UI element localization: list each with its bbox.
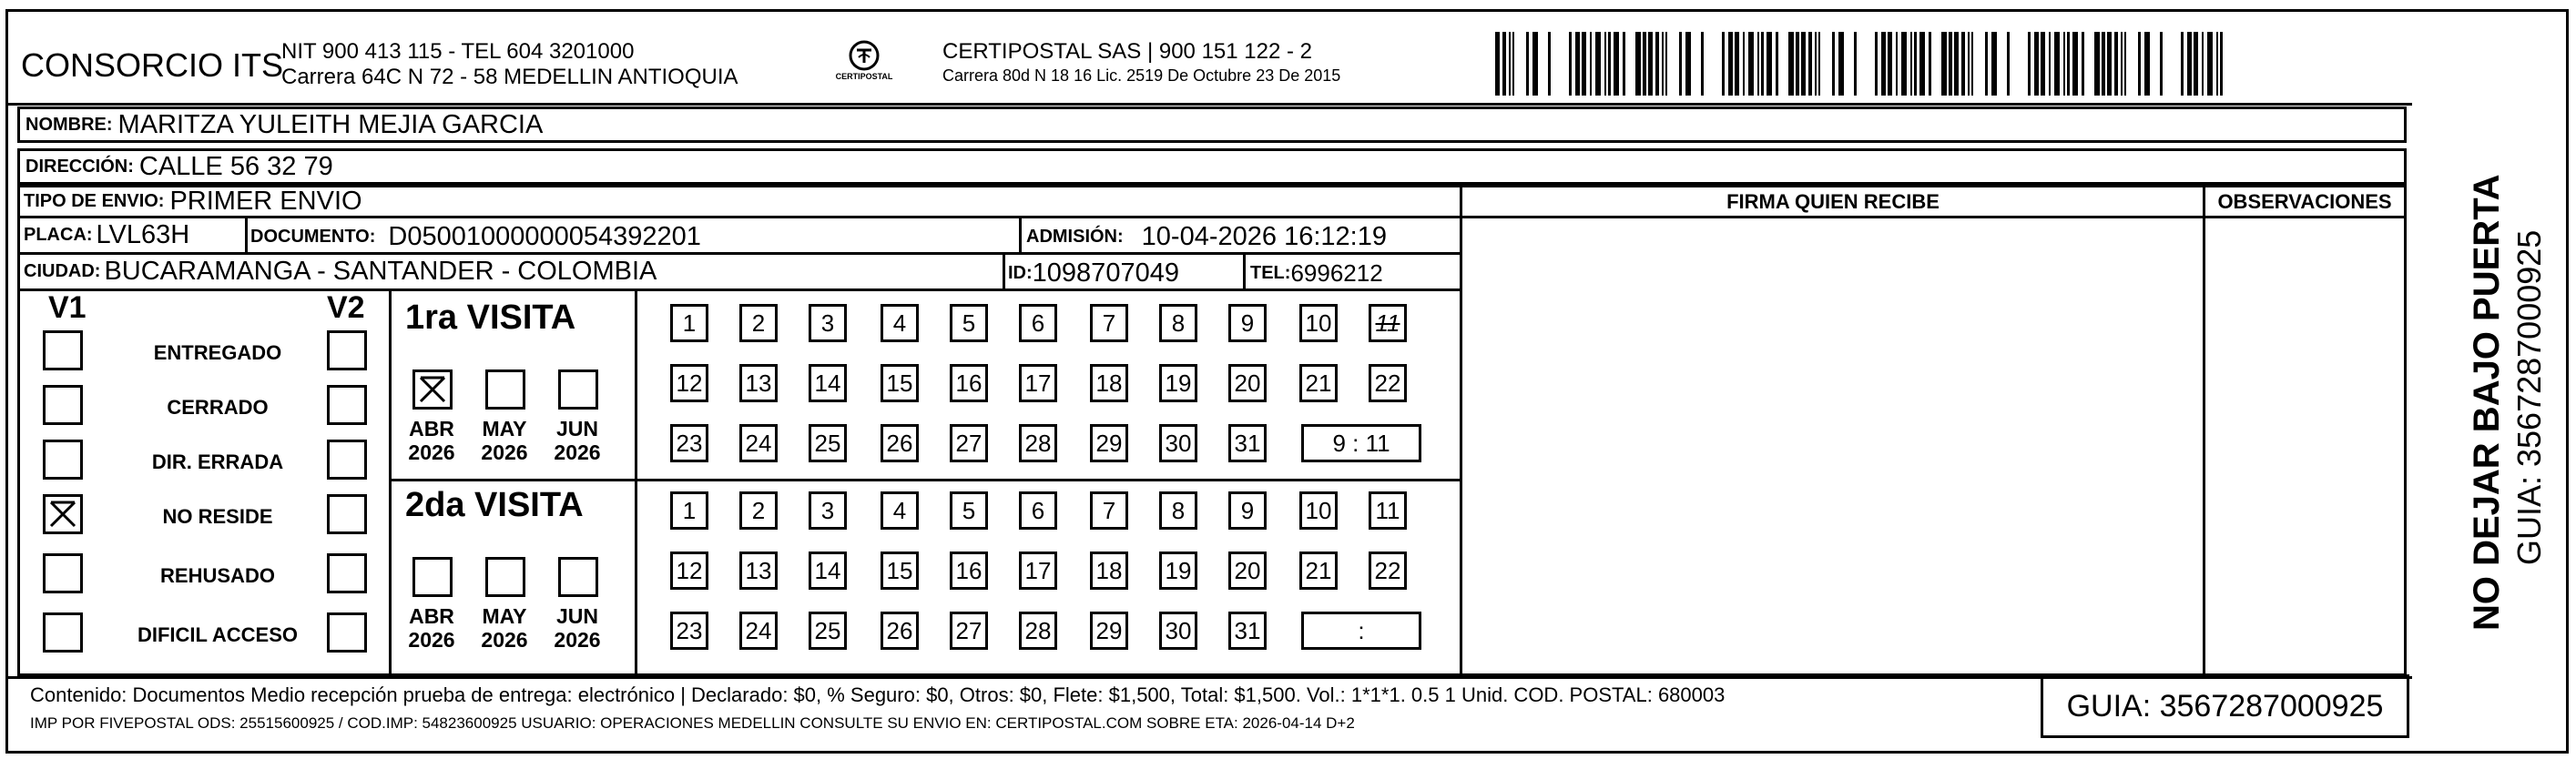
day-box[interactable]: 31: [1228, 424, 1267, 462]
status-label: DIR. ERRADA: [151, 450, 284, 473]
placa-value: LVL63H: [96, 220, 190, 249]
v1-checkbox[interactable]: [43, 494, 83, 534]
day-box[interactable]: 4: [881, 491, 919, 530]
admision-label: ADMISIÓN:: [1026, 226, 1124, 247]
tel-divider: [1243, 255, 1246, 291]
id-value: 1098707049: [1032, 258, 1179, 288]
ciudad-label: CIUDAD:: [24, 261, 101, 281]
day-box[interactable]: 14: [809, 552, 847, 590]
visit-time-box[interactable]: :: [1301, 612, 1421, 650]
nit-line: NIT 900 413 115 - TEL 604 3201000: [281, 39, 635, 64]
v2-checkbox[interactable]: [327, 553, 367, 593]
tipo-envio-value: PRIMER ENVIO: [169, 187, 362, 216]
day-box[interactable]: 24: [739, 424, 778, 462]
firma-area[interactable]: [1465, 221, 2199, 674]
v1-checkbox[interactable]: [43, 553, 83, 593]
observaciones-area[interactable]: [2208, 221, 2403, 674]
visit-time-box[interactable]: 9 : 11: [1301, 424, 1421, 462]
id-divider: [1003, 255, 1005, 291]
month-name: MAY: [482, 417, 527, 440]
day-box[interactable]: 8: [1159, 304, 1197, 342]
no-dejar-bajo-puerta: NO DEJAR BAJO PUERTA: [2467, 174, 2507, 631]
day-box[interactable]: 18: [1090, 552, 1128, 590]
v1-label: V1: [48, 290, 87, 325]
documento-cell: [250, 218, 1015, 255]
month-checkbox[interactable]: [485, 557, 525, 597]
day-box[interactable]: 29: [1090, 424, 1128, 462]
day-box[interactable]: 13: [739, 552, 778, 590]
day-box[interactable]: 21: [1299, 364, 1338, 402]
day-box[interactable]: 1: [670, 304, 708, 342]
day-box[interactable]: 16: [950, 364, 988, 402]
month-name: JUN: [555, 604, 598, 628]
footer-imp-line: IMP POR FIVEPOSTAL ODS: 25515600925 / COD.IMP: 54823600925 USUARIO: OPERACIONES MEDELLIN CONSULTE SU ENVIO EN: CERTIPOSTAL.COM SOBRE ETA: 2026-04-14 D+2: [30, 714, 1355, 732]
ciudad-value: BUCARAMANGA - SANTANDER - COLOMBIA: [104, 257, 657, 286]
month-checkbox[interactable]: [558, 369, 598, 410]
side-text: [2419, 12, 2547, 756]
day-box[interactable]: 27: [950, 424, 988, 462]
day-box[interactable]: 23: [670, 424, 708, 462]
status-label: DIFICIL ACCESO: [137, 623, 298, 646]
day-box[interactable]: 30: [1159, 424, 1197, 462]
barcode: [1495, 32, 2231, 96]
v1-checkbox[interactable]: [43, 612, 83, 653]
v1-checkbox[interactable]: [43, 330, 83, 370]
delivery-guide: [5, 9, 2569, 754]
id-label: ID:: [1008, 262, 1033, 283]
observaciones-header: [2205, 187, 2404, 218]
observaciones-label: OBSERVACIONES: [2217, 189, 2392, 213]
id-cell: [1008, 255, 1245, 291]
day-box[interactable]: 21: [1299, 552, 1338, 590]
day-box[interactable]: 6: [1019, 491, 1057, 530]
day-box[interactable]: 1: [670, 491, 708, 530]
day-box[interactable]: 9: [1228, 304, 1267, 342]
status-label: NO RESIDE: [162, 505, 273, 528]
day-box[interactable]: 22: [1369, 364, 1407, 402]
v2-checkbox[interactable]: [327, 612, 367, 653]
day-box[interactable]: 19: [1159, 364, 1197, 402]
logo-text: CERTIPOSTAL: [835, 72, 893, 81]
license-line: Carrera 80d N 18 16 Lic. 2519 De Octubre 23 De 2015: [942, 66, 1341, 85]
certipostal-logo: [826, 35, 902, 90]
footer-guia: GUIA: 3567287000925: [2066, 688, 2384, 724]
v2-checkbox[interactable]: [327, 494, 367, 534]
visit-title: 1ra VISITA: [405, 299, 576, 337]
status-label: REHUSADO: [160, 564, 275, 587]
certipostal-logo-icon: [826, 35, 902, 90]
x-mark-icon: [415, 372, 450, 407]
visit-title: 2da VISITA: [405, 486, 584, 524]
day-box[interactable]: 30: [1159, 612, 1197, 650]
month-year: 2026: [408, 440, 455, 464]
day-box[interactable]: 15: [881, 552, 919, 590]
day-box[interactable]: 28: [1019, 612, 1057, 650]
month-name: JUN: [555, 417, 598, 440]
tipo-envio-row: [20, 187, 1462, 218]
day-box[interactable]: 23: [670, 612, 708, 650]
documento-label: DOCUMENTO:: [250, 226, 376, 247]
day-box[interactable]: 7: [1090, 491, 1128, 530]
admision-value: 10-04-2026 16:12:19: [1141, 221, 1387, 251]
x-mark-icon: [46, 497, 80, 531]
footer-guia-box: [2041, 674, 2409, 738]
day-box[interactable]: 10: [1299, 304, 1338, 342]
day-box[interactable]: 9: [1228, 491, 1267, 530]
status-label: ENTREGADO: [153, 341, 282, 364]
documento-value: D05001000000054392201: [388, 221, 701, 251]
day-box[interactable]: 6: [1019, 304, 1057, 342]
day-box[interactable]: 18: [1090, 364, 1128, 402]
v1-checkbox[interactable]: [43, 440, 83, 480]
placa-divider: [245, 218, 248, 255]
day-box[interactable]: 11: [1369, 304, 1407, 342]
day-box[interactable]: 2: [739, 491, 778, 530]
header-divider: [8, 103, 2412, 106]
day-box[interactable]: 5: [950, 491, 988, 530]
day-box[interactable]: 19: [1159, 552, 1197, 590]
nombre-value: MARITZA YULEITH MEJIA GARCIA: [117, 109, 544, 139]
day-box[interactable]: 10: [1299, 491, 1338, 530]
day-box[interactable]: 14: [809, 364, 847, 402]
nombre-label: NOMBRE:: [25, 114, 113, 135]
firma-header: [1462, 187, 2204, 218]
month-name: ABR: [409, 604, 454, 628]
day-box[interactable]: 22: [1369, 552, 1407, 590]
month-name: ABR: [409, 417, 454, 440]
day-box[interactable]: 26: [881, 612, 919, 650]
observaciones-divider: [2203, 187, 2205, 676]
day-box[interactable]: 3: [809, 304, 847, 342]
footer-contenido: Contenido: Documentos Medio recepción prueba de entrega: electrónico | Declarado: $0, % Seguro: $0, Otros: $0, Flete: $1,500, Total: $1,500. Vol.: 1*1*1. 0.5 1 Unid. COD. POSTAL: 680003: [30, 683, 1726, 706]
month-checkbox[interactable]: [412, 369, 453, 410]
month-checkbox[interactable]: [485, 369, 525, 410]
day-box[interactable]: 15: [881, 364, 919, 402]
day-box[interactable]: 7: [1090, 304, 1128, 342]
day-box[interactable]: 8: [1159, 491, 1197, 530]
v2-checkbox[interactable]: [327, 440, 367, 480]
day-box[interactable]: 29: [1090, 612, 1128, 650]
month-name: MAY: [482, 604, 527, 628]
barcode-icon: [1495, 32, 2231, 96]
day-box[interactable]: 20: [1228, 552, 1267, 590]
month-year: 2026: [554, 440, 601, 464]
admision-divider: [1019, 218, 1022, 255]
certipostal-line: CERTIPOSTAL SAS | 900 151 122 - 2: [942, 39, 1312, 64]
v2-checkbox[interactable]: [327, 330, 367, 370]
day-box[interactable]: 27: [950, 612, 988, 650]
day-box[interactable]: 2: [739, 304, 778, 342]
v1-checkbox[interactable]: [43, 385, 83, 425]
day-box[interactable]: 5: [950, 304, 988, 342]
direccion-row: [17, 148, 2407, 185]
side-guia: GUIA: 3567287000925: [2510, 229, 2548, 565]
day-box[interactable]: 12: [670, 364, 708, 402]
month-year: 2026: [481, 628, 528, 652]
tipo-envio-label: TIPO DE ENVIO:: [24, 191, 165, 211]
month-year: 2026: [408, 628, 455, 652]
day-box[interactable]: 11: [1369, 491, 1407, 530]
day-box[interactable]: 17: [1019, 364, 1057, 402]
day-box[interactable]: 17: [1019, 552, 1057, 590]
day-box[interactable]: 16: [950, 552, 988, 590]
ciudad-row: [20, 255, 1462, 291]
day-box[interactable]: 26: [881, 424, 919, 462]
day-box[interactable]: 13: [739, 364, 778, 402]
v2-checkbox[interactable]: [327, 385, 367, 425]
day-box[interactable]: 31: [1228, 612, 1267, 650]
placa-label: PLACA:: [24, 225, 93, 245]
address-line: Carrera 64C N 72 - 58 MEDELLIN ANTIOQUIA: [281, 65, 738, 89]
day-box[interactable]: 28: [1019, 424, 1057, 462]
v2-label: V2: [327, 290, 365, 325]
month-year: 2026: [554, 628, 601, 652]
day-box[interactable]: 25: [809, 612, 847, 650]
direccion-label: DIRECCIÓN:: [25, 156, 134, 177]
day-box[interactable]: 20: [1228, 364, 1267, 402]
direccion-value: CALLE 56 32 79: [138, 151, 333, 181]
day-box[interactable]: 4: [881, 304, 919, 342]
tel-label: TEL:: [1250, 262, 1291, 283]
day-box[interactable]: 12: [670, 552, 708, 590]
admision-cell: [1026, 218, 1463, 255]
firma-label: FIRMA QUIEN RECIBE: [1726, 189, 1940, 213]
day-box[interactable]: 24: [739, 612, 778, 650]
month-checkbox[interactable]: [412, 557, 453, 597]
month-checkbox[interactable]: [558, 557, 598, 597]
day-box[interactable]: 25: [809, 424, 847, 462]
nombre-row: [17, 106, 2407, 143]
tel-value: 6996212: [1290, 258, 1383, 287]
status-label: CERRADO: [167, 396, 269, 419]
firma-divider: [1460, 187, 1462, 676]
company-name: CONSORCIO ITS: [21, 46, 284, 84]
month-year: 2026: [481, 440, 528, 464]
tel-cell: [1250, 255, 1460, 291]
day-box[interactable]: 3: [809, 491, 847, 530]
